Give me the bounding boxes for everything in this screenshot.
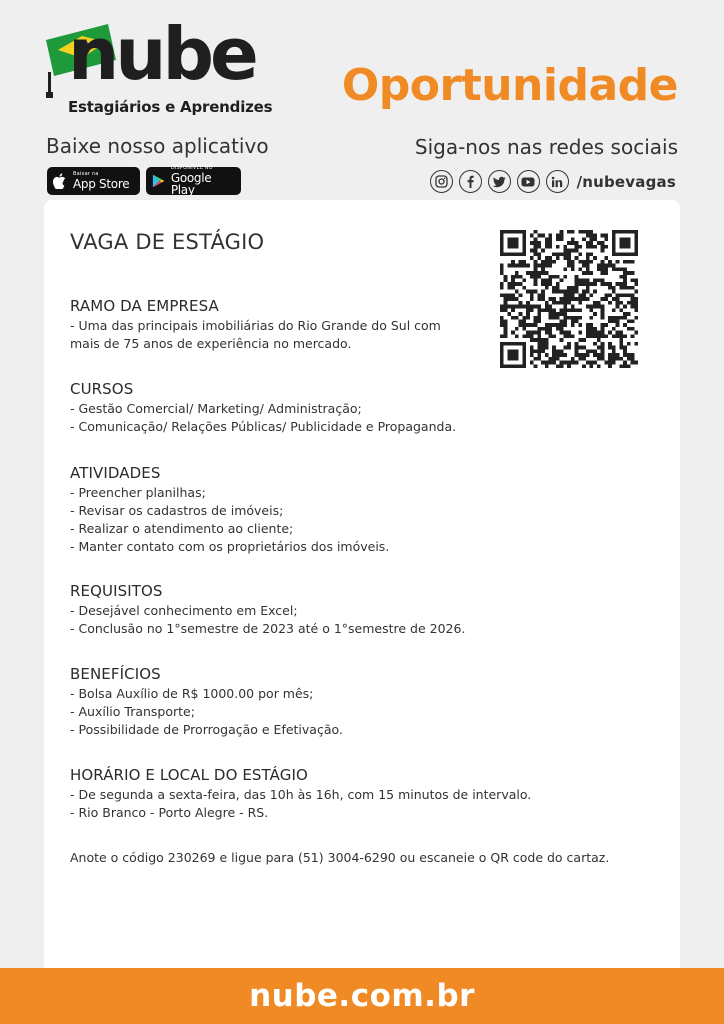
section-line: - Rio Branco - Porto Alegre - RS. (70, 805, 269, 820)
contact-note: Anote o código 230269 e ligue para (51) 3004-6290 ou escaneie o QR code do cartaz. (70, 850, 610, 865)
section-line: - Bolsa Auxílio de R$ 1000.00 por mês; (70, 686, 314, 701)
section-line: - Realizar o atendimento ao cliente; (70, 521, 294, 536)
google-play-big-text: Google Play (170, 171, 212, 197)
section-line: - Desejável conhecimento em Excel; (70, 603, 298, 618)
google-play-small-text: DISPONÍVEL NO (170, 165, 213, 171)
section-company (70, 297, 630, 353)
section-title: RAMO DA EMPRESA (70, 297, 219, 315)
twitter-icon[interactable] (488, 170, 511, 193)
section-line: - De segunda a sexta-feira, das 10h às 16h, com 15 minutos de intervalo. (70, 787, 532, 802)
social-links (430, 170, 676, 193)
section-title: HORÁRIO E LOCAL DO ESTÁGIO (70, 766, 308, 784)
headline: Oportunidade (341, 60, 678, 111)
section-courses (70, 380, 630, 436)
footer-bar (0, 968, 724, 1024)
section-requirements (70, 582, 630, 638)
section-line: - Gestão Comercial/ Marketing/ Administração; (70, 401, 362, 416)
section-line: - Conclusão no 1°semestre de 2023 até o 1°semestre de 2026. (70, 621, 466, 636)
card-title: VAGA DE ESTÁGIO (70, 230, 265, 254)
facebook-icon[interactable] (459, 170, 482, 193)
app-store-small-text: Baixar na (73, 171, 99, 177)
section-schedule (70, 766, 630, 822)
section-benefits (70, 665, 630, 739)
social-handle[interactable]: /nubevagas (576, 172, 676, 191)
section-line: - Preencher planilhas; (70, 485, 206, 500)
section-title: ATIVIDADES (70, 464, 161, 482)
section-line: - Manter contato com os proprietários dos imóveis. (70, 539, 390, 554)
apple-icon (53, 173, 67, 189)
section-activities (70, 464, 630, 556)
job-card (44, 200, 680, 980)
instagram-icon[interactable] (430, 170, 453, 193)
google-play-badge[interactable] (146, 167, 241, 195)
logo-subtitle: Estagiários e Aprendizes (68, 98, 273, 116)
website-link[interactable]: nube.com.br (249, 978, 475, 1014)
store-badges (47, 167, 241, 195)
section-title: REQUISITOS (70, 582, 163, 600)
section-line: mais de 75 anos de experiência no mercado. (70, 336, 352, 351)
app-store-badge[interactable] (47, 167, 140, 195)
section-line: - Auxílio Transporte; (70, 704, 195, 719)
section-line: - Comunicação/ Relações Públicas/ Publicidade e Propaganda. (70, 419, 457, 434)
section-title: BENEFÍCIOS (70, 665, 161, 683)
linkedin-icon[interactable] (546, 170, 569, 193)
youtube-icon[interactable] (517, 170, 540, 193)
social-label: Siga-nos nas redes sociais (414, 135, 678, 159)
section-line: - Uma das principais imobiliárias do Rio Grande do Sul com (70, 318, 441, 333)
section-line: - Revisar os cadastros de imóveis; (70, 503, 284, 518)
section-title: CURSOS (70, 380, 134, 398)
section-line: - Possibilidade de Prorrogação e Efetivação. (70, 722, 343, 737)
app-download-label: Baixe nosso aplicativo (46, 134, 269, 158)
nube-logo[interactable] (44, 12, 274, 122)
app-store-big-text: App Store (73, 177, 130, 191)
poster-header (0, 0, 724, 200)
logo-wordmark: nube (68, 12, 255, 96)
google-play-icon (152, 173, 165, 189)
